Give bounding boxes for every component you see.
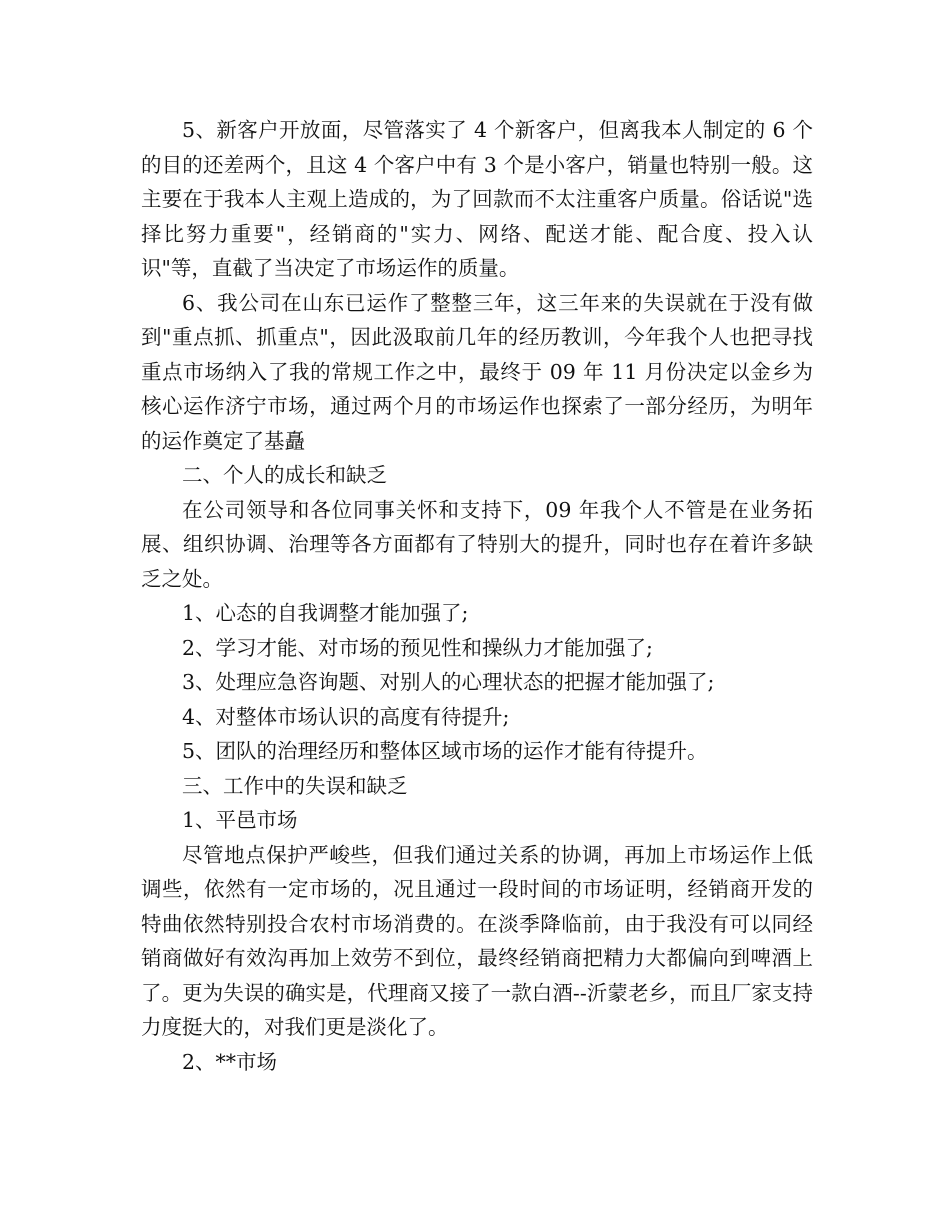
paragraph-key-markets: 6、我公司在山东已运作了整整三年，这三年来的失误就在于没有做到"重点抓、抓重点"，因此汲取前几年的经历教训，今年我个人也把寻找重点市场纳入了我的常规工作之中，最终于 09 年 11 月份决定以金乡为核心运作济宁市场，通过两个月的市场运作也探索了一部分经历，为明年的运作奠定了基矗	[141, 290, 813, 453]
heading-mistakes: 三、工作中的失误和缺乏	[182, 773, 408, 798]
list-item-2: 2、学习才能、对市场的预见性和操纵力才能加强了;	[182, 635, 653, 660]
subheading-second-market: 2、**市场	[182, 1049, 278, 1074]
paragraph-growth-intro: 在公司领导和各位同事关怀和支持下，09 年我个人不管是在业务拓展、组织协调、治理等各方面都有了特别大的提升，同时也存在着许多缺乏之处。	[141, 497, 813, 591]
list-item-3: 3、处理应急咨询题、对别人的心理状态的把握才能加强了;	[182, 670, 715, 694]
list-item-1: 1、心态的自我调整才能加强了;	[182, 601, 469, 625]
paragraph-pingyi-details: 尽管地点保护严峻些，但我们通过关系的协调，再加上市场运作上低调些，依然有一定市场的，况且通过一段时间的市场证明，经销商开发的特曲依然特别投合农村市场消费的。在淡季降临前，由于我没有可以同经销商做好有效沟再加上效劳不到位，最终经销商把精力大都偏向到啤酒上了。更为失误的确实是，代理商又接了一款白酒--沂蒙老乡，而且厂家支持力度挺大的，对我们更是淡化了。	[141, 842, 813, 1039]
heading-personal-growth: 二、个人的成长和缺乏	[182, 463, 387, 487]
paragraph-new-customers: 5、新客户开放面，尽管落实了 4 个新客户，但离我本人制定的 6 个的目的还差两个，且这 4 个客户中有 3 个是小客户，销量也特别一般。这主要在于我本人主观上造成的，为了回款而不太注重客户质量。俗话说"选择比努力重要"，经销商的"实力、网络、配送才能、配合度、投入认识"等，直截了当决定了市场运作的质量。	[141, 118, 813, 280]
list-item-5: 5、团队的治理经历和整体区域市场的运作才能有待提升。	[182, 739, 708, 763]
document-page	[141, 113, 813, 1079]
subheading-pingyi-market: 1、平邑市场	[182, 808, 298, 832]
list-item-4: 4、对整体市场认识的高度有待提升;	[182, 704, 510, 729]
